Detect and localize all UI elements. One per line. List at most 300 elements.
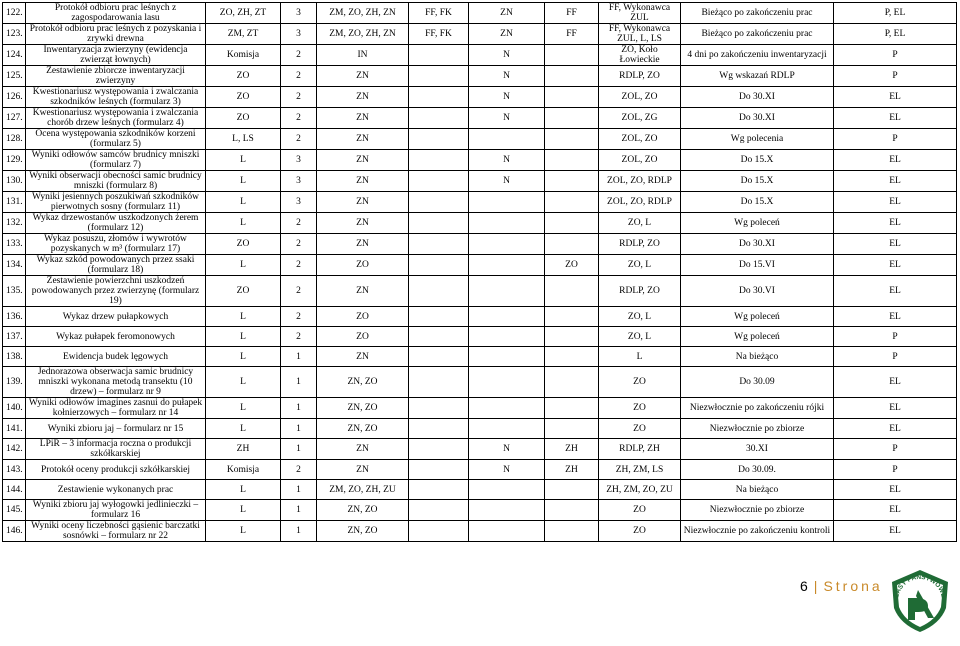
row-cell: 30.XI: [681, 439, 834, 460]
row-cell: ZO: [317, 255, 409, 276]
row-description: Protokół odbioru prac leśnych z pozyskania i zrywki drewna: [26, 24, 206, 45]
footer-separator: |: [813, 578, 818, 594]
row-cell: [545, 327, 599, 347]
row-cell: 2: [281, 213, 317, 234]
row-cell: ZOL, ZG: [599, 108, 681, 129]
row-cell: [409, 419, 469, 439]
row-number: 138.: [3, 347, 26, 367]
row-cell: EL: [834, 419, 957, 439]
row-cell: [545, 66, 599, 87]
row-cell: EL: [834, 276, 957, 307]
row-cell: N: [469, 87, 545, 108]
row-cell: ZN: [469, 3, 545, 24]
row-cell: [469, 307, 545, 327]
row-cell: ZN: [317, 108, 409, 129]
row-cell: 1: [281, 500, 317, 521]
row-cell: P: [834, 347, 957, 367]
row-cell: Wg polecenia: [681, 129, 834, 150]
row-cell: Do 15.X: [681, 171, 834, 192]
row-number: 126.: [3, 87, 26, 108]
row-cell: EL: [834, 171, 957, 192]
row-cell: Do 30.XI: [681, 234, 834, 255]
row-cell: 2: [281, 108, 317, 129]
row-cell: ZN, ZO: [317, 521, 409, 542]
row-cell: N: [469, 45, 545, 66]
row-cell: 1: [281, 521, 317, 542]
row-cell: ZOL, ZO: [599, 129, 681, 150]
row-cell: [469, 276, 545, 307]
row-cell: [409, 480, 469, 500]
row-cell: ZOL, ZO: [599, 87, 681, 108]
row-number: 132.: [3, 213, 26, 234]
row-cell: ZN, ZO: [317, 398, 409, 419]
row-cell: 1: [281, 480, 317, 500]
row-cell: ZH, ZM, LS: [599, 460, 681, 480]
row-cell: N: [469, 439, 545, 460]
row-cell: [469, 419, 545, 439]
row-cell: [409, 327, 469, 347]
row-cell: Bieżąco po zakończeniu prac: [681, 3, 834, 24]
row-cell: ZN: [317, 192, 409, 213]
table-row: [3, 439, 957, 460]
row-cell: N: [469, 150, 545, 171]
row-number: 127.: [3, 108, 26, 129]
row-cell: L: [206, 347, 281, 367]
row-cell: ZO: [599, 500, 681, 521]
row-cell: Bieżąco po zakończeniu prac: [681, 24, 834, 45]
row-cell: P: [834, 327, 957, 347]
row-cell: 2: [281, 87, 317, 108]
row-cell: RDLP, ZO: [599, 234, 681, 255]
row-description: Kwestionariusz występowania i zwalczania szkodników leśnych (formularz 3): [26, 87, 206, 108]
row-number: 137.: [3, 327, 26, 347]
row-number: 125.: [3, 66, 26, 87]
row-description: Jednorazowa obserwacja samic brudnicy mniszki wykonana metodą transektu (10 drzew) – formularz nr 9: [26, 367, 206, 398]
row-cell: ZH: [545, 460, 599, 480]
row-cell: 1: [281, 419, 317, 439]
row-cell: Niezwłocznie po zakończeniu kontroli: [681, 521, 834, 542]
table-row: [3, 3, 957, 24]
row-cell: [409, 66, 469, 87]
table-row: [3, 419, 957, 439]
row-cell: [409, 521, 469, 542]
table-row: [3, 45, 957, 66]
row-cell: 2: [281, 45, 317, 66]
row-cell: [545, 347, 599, 367]
row-cell: ZH: [206, 439, 281, 460]
row-cell: [545, 480, 599, 500]
row-number: 122.: [3, 3, 26, 24]
row-cell: [545, 192, 599, 213]
row-cell: ZO, ZH, ZT: [206, 3, 281, 24]
row-cell: Na bieżąco: [681, 480, 834, 500]
row-cell: P: [834, 460, 957, 480]
table-section-upper: [3, 3, 957, 307]
row-description: Wyniki obserwacji obecności samic brudnicy mniszki (formularz 8): [26, 171, 206, 192]
row-cell: EL: [834, 367, 957, 398]
row-cell: ZO, L: [599, 327, 681, 347]
row-cell: ZN, ZO: [317, 500, 409, 521]
row-description: Ocena występowania szkodników korzeni (formularz 5): [26, 129, 206, 150]
row-number: 135.: [3, 276, 26, 307]
row-cell: ZO: [599, 398, 681, 419]
row-cell: RDLP, ZH: [599, 439, 681, 460]
row-cell: [545, 129, 599, 150]
row-cell: [409, 150, 469, 171]
row-description: Wykaz drzew pułapkowych: [26, 307, 206, 327]
row-cell: IN: [317, 45, 409, 66]
row-description: Zestawienie zbiorcze inwentaryzacji zwierzyny: [26, 66, 206, 87]
row-cell: L: [206, 398, 281, 419]
table-row: [3, 171, 957, 192]
row-number: 146.: [3, 521, 26, 542]
row-cell: ZN, ZO: [317, 367, 409, 398]
row-cell: P: [834, 45, 957, 66]
table-row: [3, 327, 957, 347]
row-cell: ZOL, ZO, RDLP: [599, 192, 681, 213]
row-cell: Do 30.XI: [681, 108, 834, 129]
row-cell: ZO: [206, 276, 281, 307]
row-number: 142.: [3, 439, 26, 460]
table-row: [3, 276, 957, 307]
table-row: [3, 66, 957, 87]
row-cell: 1: [281, 398, 317, 419]
row-cell: EL: [834, 521, 957, 542]
table-row: [3, 521, 957, 542]
row-cell: ZO, L: [599, 255, 681, 276]
row-cell: 2: [281, 327, 317, 347]
row-cell: ZO: [206, 234, 281, 255]
row-cell: 3: [281, 3, 317, 24]
row-cell: [545, 87, 599, 108]
row-cell: RDLP, ZO: [599, 276, 681, 307]
row-cell: [545, 398, 599, 419]
row-cell: P, EL: [834, 24, 957, 45]
row-description: Zestawienie powierzchni uszkodzeń powodowanych przez zwierzynę (formularz 19): [26, 276, 206, 307]
row-number: 140.: [3, 398, 26, 419]
row-cell: L: [206, 521, 281, 542]
row-number: 131.: [3, 192, 26, 213]
row-cell: L: [206, 255, 281, 276]
row-cell: [469, 521, 545, 542]
document-table: [2, 2, 957, 542]
row-cell: L: [206, 480, 281, 500]
row-cell: ZN: [317, 347, 409, 367]
row-cell: [469, 367, 545, 398]
row-cell: [409, 460, 469, 480]
row-cell: L: [206, 213, 281, 234]
table-row: [3, 24, 957, 45]
table-row: [3, 129, 957, 150]
row-cell: ZN: [469, 24, 545, 45]
row-cell: [409, 276, 469, 307]
row-cell: [545, 213, 599, 234]
row-cell: FF, FK: [409, 24, 469, 45]
row-cell: ZO: [599, 367, 681, 398]
row-description: Wyniki odłowów imagines zasnui do pułapek kołnierzowych – formularz nr 14: [26, 398, 206, 419]
row-cell: ZO, L: [599, 307, 681, 327]
row-cell: L: [206, 367, 281, 398]
row-cell: L: [206, 419, 281, 439]
row-cell: Wg poleceń: [681, 213, 834, 234]
row-cell: 3: [281, 24, 317, 45]
row-cell: 4 dni po zakończeniu inwentaryzacji: [681, 45, 834, 66]
table-row: [3, 398, 957, 419]
row-description: Wykaz posuszu, złomów i wywrotów pozyskanych w m³ (formularz 17): [26, 234, 206, 255]
row-cell: [545, 234, 599, 255]
row-cell: ZN: [317, 439, 409, 460]
row-cell: 2: [281, 460, 317, 480]
row-cell: L, LS: [206, 129, 281, 150]
row-cell: ZH: [545, 439, 599, 460]
row-cell: Do 15.X: [681, 192, 834, 213]
table-row: [3, 367, 957, 398]
row-cell: [469, 480, 545, 500]
row-cell: ZM, ZO, ZH, ZN: [317, 24, 409, 45]
row-cell: [409, 500, 469, 521]
row-cell: ZOL, ZO, RDLP: [599, 171, 681, 192]
row-cell: L: [206, 171, 281, 192]
row-cell: N: [469, 171, 545, 192]
row-cell: FF, Wykonawca ZUL, L, LS: [599, 24, 681, 45]
row-cell: 1: [281, 439, 317, 460]
row-cell: [469, 255, 545, 276]
row-cell: [469, 398, 545, 419]
row-cell: ZN: [317, 234, 409, 255]
row-number: 130.: [3, 171, 26, 192]
row-description: Wyniki zbioru jaj wyłogowki jedlinieczki – formularz 16: [26, 500, 206, 521]
row-cell: [409, 87, 469, 108]
row-cell: ZO: [599, 419, 681, 439]
row-number: 128.: [3, 129, 26, 150]
row-cell: FF, FK: [409, 3, 469, 24]
row-cell: [409, 347, 469, 367]
row-number: 133.: [3, 234, 26, 255]
row-cell: 2: [281, 255, 317, 276]
row-cell: [409, 439, 469, 460]
row-cell: 2: [281, 307, 317, 327]
row-description: Wykaz pułapek feromonowych: [26, 327, 206, 347]
row-cell: Do 30.09: [681, 367, 834, 398]
row-description: Protokół odbioru prac leśnych z zagospodarowania lasu: [26, 3, 206, 24]
row-cell: P: [834, 66, 957, 87]
row-cell: [545, 367, 599, 398]
row-cell: L: [206, 150, 281, 171]
row-cell: [409, 213, 469, 234]
row-cell: ZN: [317, 460, 409, 480]
row-cell: Do 30.09.: [681, 460, 834, 480]
table-section-lower: [3, 307, 957, 542]
table-row: [3, 460, 957, 480]
row-cell: [545, 419, 599, 439]
page-number: 6: [800, 578, 808, 594]
svg-text:LASY PAŃSTWOWE: LASY PAŃSTWOWE: [893, 573, 947, 599]
row-cell: L: [206, 327, 281, 347]
row-cell: N: [469, 66, 545, 87]
row-cell: ZN: [317, 150, 409, 171]
row-cell: [409, 129, 469, 150]
row-cell: EL: [834, 87, 957, 108]
row-cell: [545, 45, 599, 66]
row-cell: 2: [281, 66, 317, 87]
row-description: LPiR – 3 informacja roczna o produkcji szkółkarskiej: [26, 439, 206, 460]
row-number: 145.: [3, 500, 26, 521]
row-cell: Na bieżąco: [681, 347, 834, 367]
lasy-panstwowe-logo-icon: [888, 568, 952, 634]
row-cell: ZOL, ZO: [599, 150, 681, 171]
row-cell: Wg poleceń: [681, 327, 834, 347]
row-cell: EL: [834, 480, 957, 500]
row-cell: Komisja: [206, 460, 281, 480]
row-cell: P, EL: [834, 3, 957, 24]
row-cell: Niezwłocznie po zakończeniu rójki: [681, 398, 834, 419]
row-cell: ZN, ZO: [317, 419, 409, 439]
row-cell: N: [469, 460, 545, 480]
row-number: 141.: [3, 419, 26, 439]
row-cell: ZO: [206, 87, 281, 108]
row-cell: Wg poleceń: [681, 307, 834, 327]
table-row: [3, 307, 957, 327]
row-cell: [409, 307, 469, 327]
row-cell: EL: [834, 108, 957, 129]
row-cell: ZO: [317, 307, 409, 327]
row-cell: ZN: [317, 129, 409, 150]
row-description: Wykaz drzewostanów uszkodzonych żerem (formularz 12): [26, 213, 206, 234]
row-cell: [469, 192, 545, 213]
row-cell: ZO: [599, 521, 681, 542]
row-cell: 1: [281, 347, 317, 367]
row-cell: ZN: [317, 213, 409, 234]
row-cell: [469, 500, 545, 521]
page-word: Strona: [823, 578, 883, 594]
row-cell: L: [599, 347, 681, 367]
row-description: Wyniki jesiennych poszukiwań szkodników pierwotnych sosny (formularz 11): [26, 192, 206, 213]
row-cell: EL: [834, 255, 957, 276]
row-description: Inwentaryzacja zwierzyny (ewidencja zwierząt łownych): [26, 45, 206, 66]
row-cell: Niezwłocznie po zbiorze: [681, 500, 834, 521]
row-cell: EL: [834, 500, 957, 521]
row-cell: EL: [834, 192, 957, 213]
row-cell: [469, 213, 545, 234]
row-cell: [469, 347, 545, 367]
row-number: 123.: [3, 24, 26, 45]
row-cell: [409, 171, 469, 192]
row-cell: FF, Wykonawca ZUL: [599, 3, 681, 24]
row-cell: 3: [281, 171, 317, 192]
row-cell: L: [206, 307, 281, 327]
row-cell: ZM, ZT: [206, 24, 281, 45]
row-cell: 2: [281, 234, 317, 255]
table-row: [3, 480, 957, 500]
row-cell: 2: [281, 129, 317, 150]
row-number: 139.: [3, 367, 26, 398]
row-description: Kwestionariusz występowania i zwalczania chorób drzew leśnych (formularz 4): [26, 108, 206, 129]
row-cell: Do 15.X: [681, 150, 834, 171]
row-cell: ZM, ZO, ZH, ZN: [317, 3, 409, 24]
row-number: 129.: [3, 150, 26, 171]
table-row: [3, 234, 957, 255]
row-cell: [409, 367, 469, 398]
row-cell: [469, 234, 545, 255]
row-description: Wyniki odłowów samców brudnicy mniszki (formularz 7): [26, 150, 206, 171]
row-description: Wyniki oceny liczebności gąsienic barczatki sosnówki – formularz nr 22: [26, 521, 206, 542]
row-cell: [409, 234, 469, 255]
row-cell: [469, 327, 545, 347]
table-row: [3, 108, 957, 129]
row-cell: EL: [834, 150, 957, 171]
row-cell: ZO: [206, 66, 281, 87]
row-cell: 3: [281, 150, 317, 171]
row-description: Wykaz szkód powodowanych przez ssaki (formularz 18): [26, 255, 206, 276]
table-row: [3, 192, 957, 213]
row-number: 134.: [3, 255, 26, 276]
table-row: [3, 347, 957, 367]
row-cell: EL: [834, 213, 957, 234]
row-cell: EL: [834, 307, 957, 327]
row-cell: Komisja: [206, 45, 281, 66]
row-cell: P: [834, 439, 957, 460]
row-cell: [409, 255, 469, 276]
row-cell: P: [834, 129, 957, 150]
row-cell: ZO: [545, 255, 599, 276]
row-number: 136.: [3, 307, 26, 327]
row-cell: L: [206, 500, 281, 521]
row-cell: N: [469, 108, 545, 129]
row-description: Ewidencja budek lęgowych: [26, 347, 206, 367]
row-cell: [409, 45, 469, 66]
row-cell: Do 15.VI: [681, 255, 834, 276]
row-description: Zestawienie wykonanych prac: [26, 480, 206, 500]
row-cell: [545, 276, 599, 307]
row-cell: [469, 129, 545, 150]
row-cell: 2: [281, 276, 317, 307]
row-cell: ZO: [317, 327, 409, 347]
row-cell: 1: [281, 367, 317, 398]
row-cell: RDLP, ZO: [599, 66, 681, 87]
row-cell: FF: [545, 24, 599, 45]
row-cell: ZN: [317, 66, 409, 87]
row-cell: 3: [281, 192, 317, 213]
table-row: [3, 500, 957, 521]
row-cell: ZO, Koło Łowieckie: [599, 45, 681, 66]
table-row: [3, 150, 957, 171]
row-cell: EL: [834, 398, 957, 419]
row-cell: [409, 398, 469, 419]
row-number: 144.: [3, 480, 26, 500]
row-cell: [409, 108, 469, 129]
row-cell: ZN: [317, 87, 409, 108]
row-cell: EL: [834, 234, 957, 255]
row-number: 124.: [3, 45, 26, 66]
table-row: [3, 213, 957, 234]
row-cell: ZN: [317, 171, 409, 192]
row-cell: ZO: [206, 108, 281, 129]
row-cell: [409, 192, 469, 213]
row-cell: ZH, ZM, ZO, ZU: [599, 480, 681, 500]
row-cell: L: [206, 192, 281, 213]
page-footer: [800, 578, 883, 594]
row-cell: [545, 150, 599, 171]
row-cell: ZM, ZO, ZH, ZU: [317, 480, 409, 500]
row-cell: Niezwłocznie po zbiorze: [681, 419, 834, 439]
row-number: 143.: [3, 460, 26, 480]
row-cell: ZO, L: [599, 213, 681, 234]
row-cell: [545, 307, 599, 327]
table-row: [3, 255, 957, 276]
row-description: Protokół oceny produkcji szkółkarskiej: [26, 460, 206, 480]
row-cell: Wg wskazań RDLP: [681, 66, 834, 87]
row-cell: Do 30.VI: [681, 276, 834, 307]
